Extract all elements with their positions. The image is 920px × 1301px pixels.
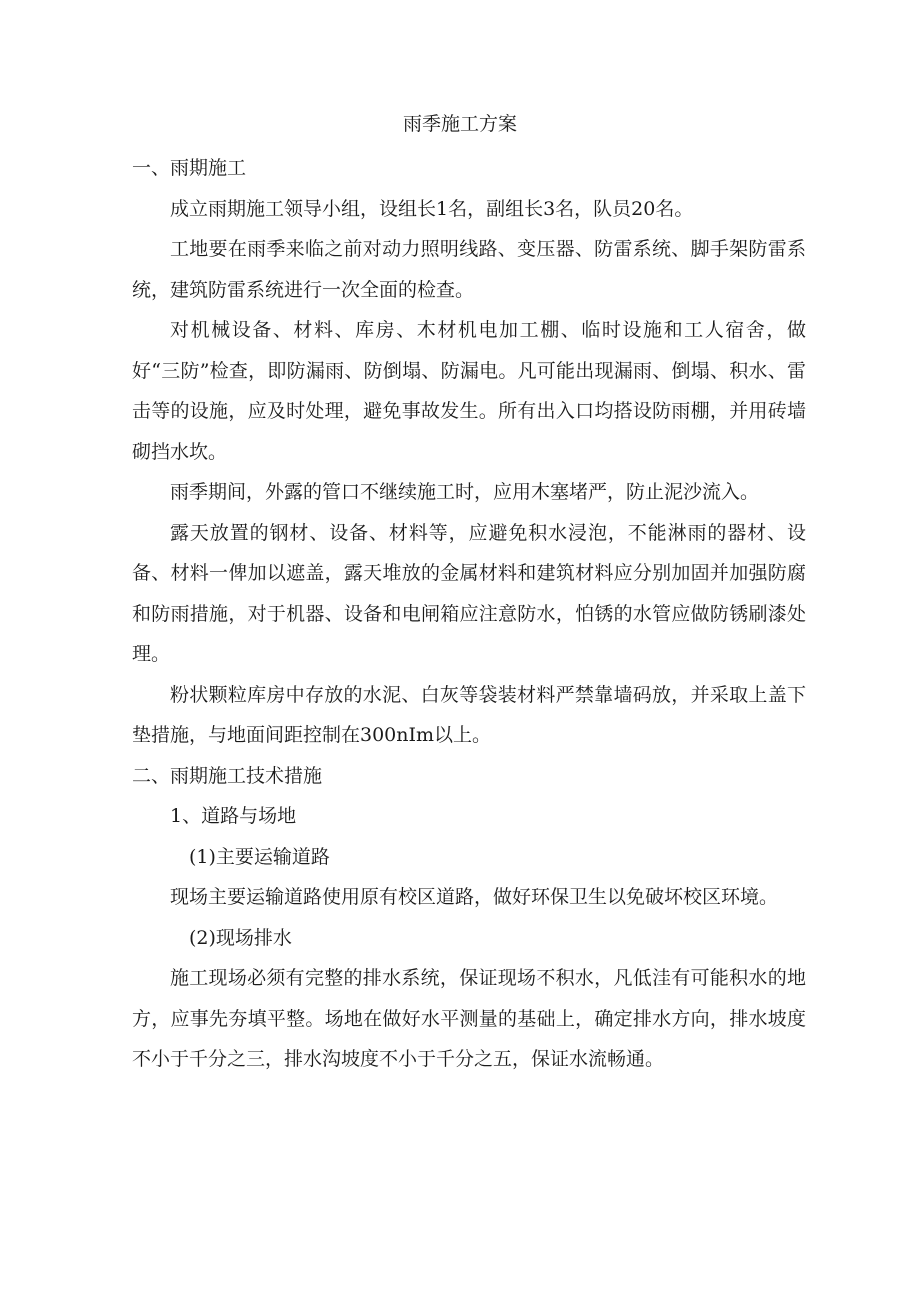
- paragraph-outdoor-materials: 露天放置的钢材、设备、材料等，应避免积水浸泡，不能淋雨的器材、设备、材料一俾加以遮盖，露天堆放的金属材料和建筑材料应分别加固并加强防腐和防雨措施，对于机器、设备和电闸箱应注意防水，怕锈的水管应做防锈刷漆处理。: [132, 521, 806, 665]
- paragraph-leadership-group: 成立雨期施工领导小组，设组长1名，副组长3名，队员20名。: [170, 197, 694, 220]
- document-body: [132, 148, 806, 1080]
- document-title: 雨季施工方案: [402, 113, 517, 135]
- section-heading-1: 一、雨期施工: [132, 157, 247, 179]
- paragraph-three-protections: 对机械设备、材料、库房、木材机电加工棚、临时设施和工人宿舍，做好“三防”检查，即防漏雨、防倒塌、防漏电。凡可能出现漏雨、倒塌、积水、雷击等的设施，应及时处理，避免事故发生。所有出入口均搭设防雨棚，并用砖墙砌挡水坎。: [132, 319, 806, 463]
- paragraph-main-roads: 现场主要运输道路使用原有校区道路，做好环保卫生以免破坏校区环境。: [170, 886, 779, 908]
- item-heading-main-roads: (1)主要运输道路: [189, 845, 330, 868]
- section-heading-2: 二、雨期施工技术措施: [132, 764, 323, 787]
- item-heading-drainage: (2)现场排水: [189, 926, 292, 949]
- paragraph-inspection: 工地要在雨季来临之前对动力照明线路、变压器、防雷系统、脚手架防雷系统，建筑防雷系统进行一次全面的检查。: [132, 238, 806, 301]
- paragraph-storage: 粉状颗粒库房中存放的水泥、白灰等袋装材料严禁靠墙码放，并采取上盖下垫措施，与地面间距控制在300nIm以上。: [132, 683, 806, 746]
- subsection-heading-roads: 1、道路与场地: [170, 805, 297, 827]
- paragraph-pipe-openings: 雨季期间，外露的管口不继续施工时，应用木塞堵严，防止泥沙流入。: [170, 481, 760, 503]
- paragraph-drainage: 施工现场必须有完整的排水系统，保证现场不积水，凡低洼有可能积水的地方，应事先夯填平整。场地在做好水平测量的基础上，确定排水方向，排水坡度不小于千分之三，排水沟坡度不小于千分之五，保证水流畅通。: [132, 967, 806, 1070]
